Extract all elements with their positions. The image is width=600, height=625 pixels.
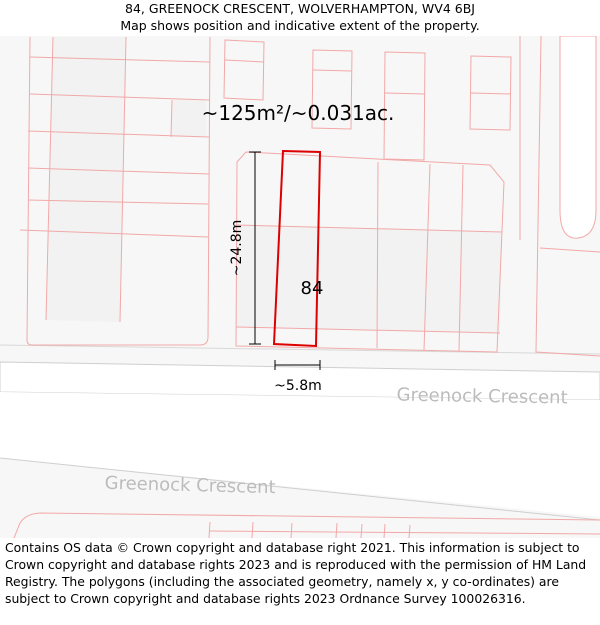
building-left bbox=[46, 37, 126, 322]
street-label-lower: Greenock Crescent bbox=[104, 472, 276, 499]
street-label-upper: Greenock Crescent bbox=[396, 384, 568, 409]
area-label: ~125m²/~0.031ac. bbox=[201, 101, 395, 125]
right-road-stub bbox=[560, 36, 596, 238]
plot-number-label: 84 bbox=[300, 278, 324, 299]
height-dimension-label: ~24.8m bbox=[229, 219, 245, 277]
property-address-title: 84, GREENOCK CRESCENT, WOLVERHAMPTON, WV4 6BJ bbox=[125, 1, 475, 16]
map-subtitle: Map shows position and indicative extent of the property. bbox=[120, 18, 480, 33]
copyright-notice: Contains OS data © Crown copyright and database right 2021. This information is subject to Crown copyright and database rights 2023 and is reproduced with the permission of HM Land Registry. The polygons (including the associated geometry, namely x, y co-ordinates) are subject to Crown copyright and database rights 2023 Ordnance Survey 100026316. bbox=[5, 540, 587, 606]
map-area[interactable] bbox=[0, 36, 600, 538]
map-header bbox=[0, 0, 600, 36]
width-dimension-label: ~5.8m bbox=[274, 378, 322, 394]
map-canvas bbox=[0, 36, 600, 538]
